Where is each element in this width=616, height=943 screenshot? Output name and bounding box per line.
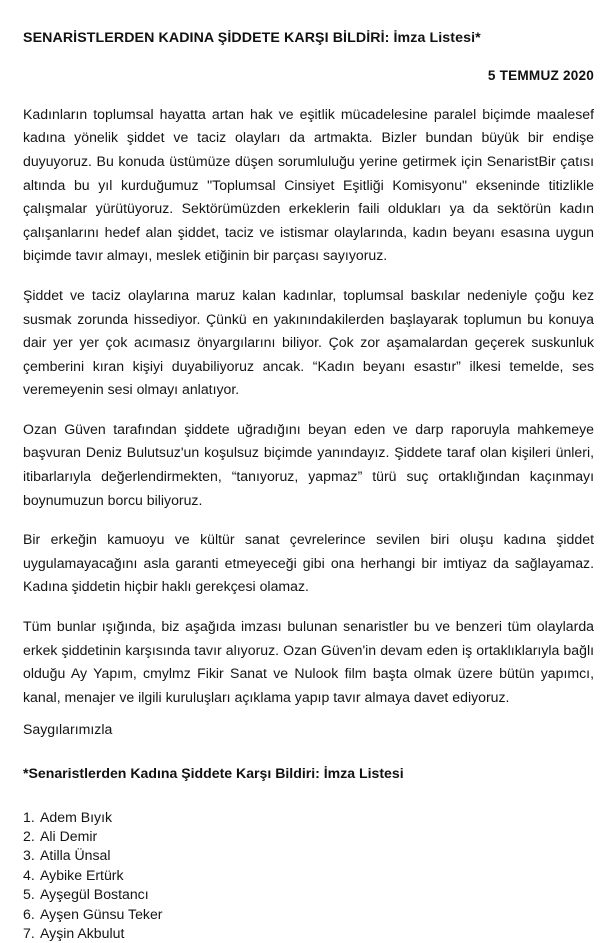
list-item-label: Aybike Ertürk [40,866,124,883]
document-title: SENARİSTLERDEN KADINA ŞİDDETE KARŞI BİLDİRİ: İmza Listesi* [23,30,481,46]
document-date: 5 TEMMUZ 2020 [487,67,594,83]
list-item [23,866,594,885]
list-item-number [23,885,40,904]
list-item-label: Atilla Ünsal [40,847,111,864]
list-item-label: Ayşegül Bostancı [40,886,149,903]
list-item-label: Ayşin Akbulut [40,925,125,942]
list-item [23,808,594,827]
list-item-label: Ali Demir [40,828,98,844]
list-item-number [23,924,40,943]
signature-list [23,786,594,943]
list-item [23,846,594,865]
body-paragraph: Kadınların toplumsal hayatta artan hak ve eşitlik mücadelesine paralel biçimde maalesef kadına yönelik şiddet ve taciz olayları da artmakta. Bizler bundan büyük bir endişe duyuyoruz. Bu konuda üstümüze düşen sorumluluğu yerine getirmek için SenaristBir çatısı altında bu yıl kurduğumuz "Toplumsal Cinsiyet Eşitliği Komisyonu" ekseninde titizlikle çalışmalar yürütüyoruz. Sektörümüzden erkeklerin faili oldukları ya da sektörün kadın çalışanlarını hedef alan şiddet, taciz ve istismar olaylarında, kadın beyanı esasına uygun biçimde tavır almayı, meslek etiğinin bir parçası sayıyoruz. [23,105,594,264]
list-item-number [23,827,40,846]
list-item [23,924,594,943]
list-item-number [23,808,40,827]
list-item-label: Adem Bıyık [40,808,113,825]
list-item [23,885,594,904]
list-item-label: Ayşen Günsu Teker [40,905,163,922]
closing-salutation: Saygılarımızla [23,721,113,738]
body-paragraph: Bir erkeğin kamuoyu ve kültür sanat çevrelerince sevilen biri oluşu kadına şiddet uygulamayacağını asla garanti etmeyeceği gibi ona herhangi bir imtiyaz da sağlayamaz. Kadına şiddetin hiçbir haklı gerekçesi olamaz. [23,531,594,595]
list-item [23,905,594,924]
body-paragraph: Ozan Güven tarafından şiddete uğradığını beyan eden ve darp raporuyla mahkemeye başvuran Deniz Bulutsuz'un koşulsuz biçimde yanındayız. Şiddete taraf olan kişileri ünleri, itibarlarıyla değerlendirmekten, “tanıyoruz, yapmaz” türü suç ortaklığından kaçınmayı boynumuzun borcu biliyoruz. [23,420,594,508]
body-paragraph: Şiddet ve taciz olaylarına maruz kalan kadınlar, toplumsal baskılar nedeniyle çoğu kez susmak zorunda hissediyor. Çünkü en yakınındakilerden başlayarak toplumun bu konuya dair yer yer çok acımasız önyargılarını biliyor. Çok zor aşamalardan geçerek suskunluk çemberini kıran kişiyi duyabiliyoruz ancak. “Kadın beyanı esastır” ilkesi temelde, ses veremeyenin sesi olmayı anlatıyor. [23,286,594,398]
list-item-number [23,846,40,865]
list-item-number [23,905,40,924]
document-body [23,83,594,710]
list-item-number [23,866,40,885]
signature-list-heading: *Senaristlerden Kadına Şiddete Karşı Bildiri: İmza Listesi [23,765,404,781]
body-paragraph: Tüm bunlar ışığında, biz aşağıda imzası bulunan senaristler bu ve benzeri tüm olaylarda erkek şiddetinin karşısında tavır alıyoruz. Ozan Güven'in devam eden iş ortaklıklarıyla bağlı olduğu Ay Yapım, cmylmz Fikir Sanat ve Nulook film başta olmak üzere bütün yapımcı, kanal, menajer ve ilgili kuruluşları açıklama yapıp tavır almaya davet ediyoruz. [23,618,594,705]
list-item [23,827,594,846]
